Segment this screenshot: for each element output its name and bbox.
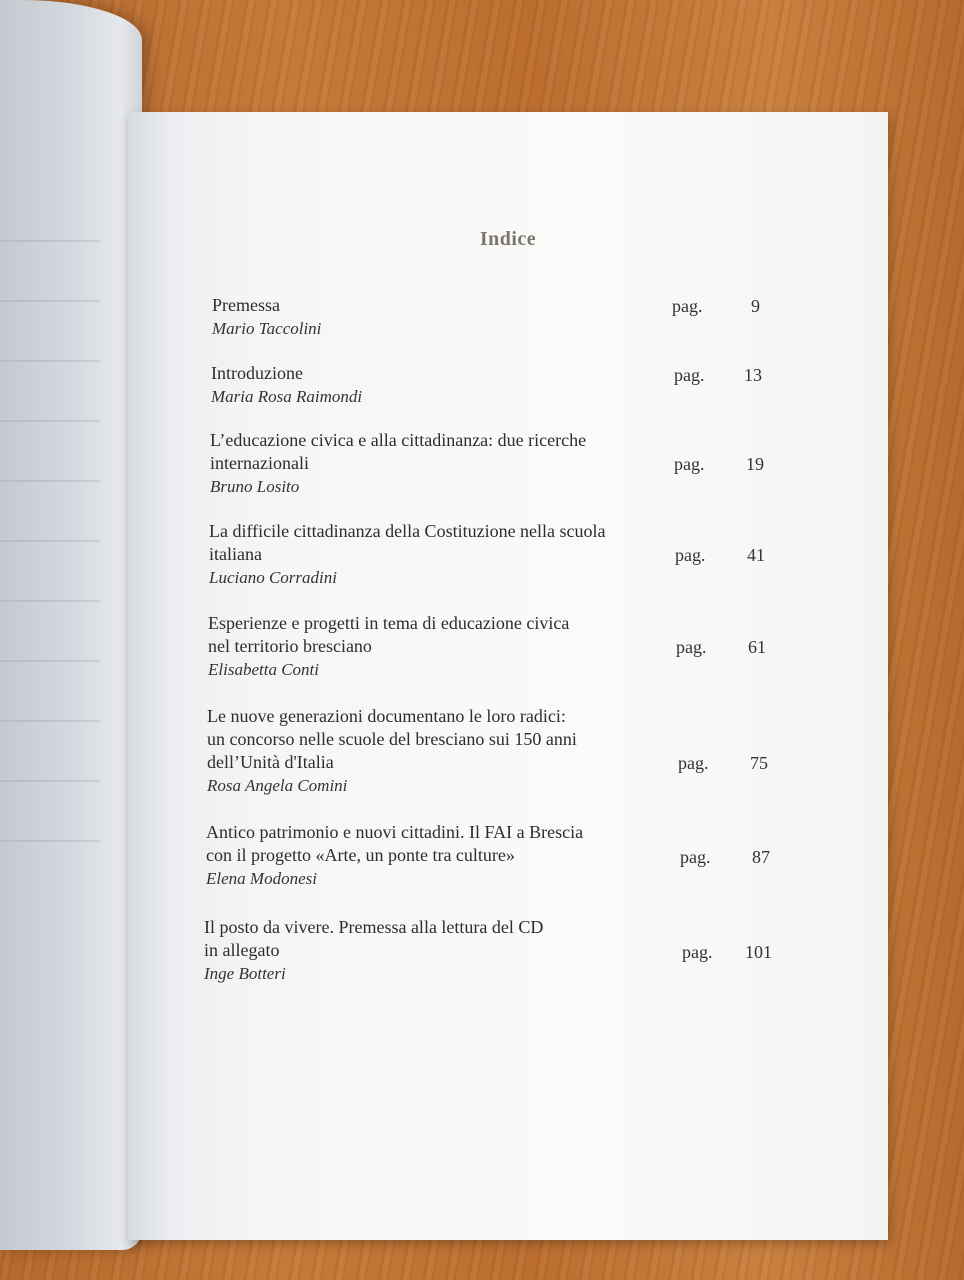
toc-entry-author: Rosa Angela Comini	[207, 776, 348, 795]
toc-entry-title: Il posto da vivere. Premessa alla lettura del CD	[204, 917, 544, 937]
toc-entry-title: L’educazione civica e alla cittadinanza: due ricerche	[210, 430, 587, 450]
toc-entry-page-number: 61	[748, 637, 766, 657]
toc-entry-author: Inge Botteri	[204, 964, 286, 983]
bleed-through-line	[0, 540, 100, 542]
toc-entry-page-number: 75	[750, 753, 768, 773]
toc-entry-title: un concorso nelle scuole del bresciano sui 150 anni	[207, 729, 577, 749]
toc-entry-author: Mario Taccolini	[212, 319, 322, 338]
toc-entry-author: Bruno Losito	[210, 477, 300, 496]
toc-entry-author: Luciano Corradini	[209, 568, 337, 587]
toc-entry-title: italiana	[209, 544, 262, 564]
toc-entry-pag-label: pag.	[676, 637, 707, 657]
toc-entry-page-number: 101	[745, 942, 772, 962]
toc-entry-pag-label: pag.	[675, 545, 706, 565]
toc-entry	[207, 705, 797, 797]
bleed-through-line	[0, 780, 100, 782]
bleed-through-line	[0, 300, 100, 302]
index-page	[128, 112, 888, 1240]
toc-entry-page-number: 9	[751, 296, 760, 316]
toc-entry-pag-label: pag.	[678, 753, 709, 773]
toc-entry-pag-label: pag.	[674, 454, 705, 474]
bleed-through-line	[0, 600, 100, 602]
toc-entry-page-number: 41	[747, 545, 765, 565]
toc-entry-title: Antico patrimonio e nuovi cittadini. Il FAI a Brescia	[206, 822, 584, 842]
toc-entry	[212, 294, 802, 340]
toc-entry-title: con il progetto «Arte, un ponte tra culture»	[206, 845, 515, 865]
toc-entry-page-number: 13	[744, 365, 762, 385]
bleed-through-line	[0, 240, 100, 242]
toc-entry-title: La difficile cittadinanza della Costituzione nella scuola	[209, 521, 606, 541]
toc-entry	[210, 429, 800, 498]
toc-entry-pag-label: pag.	[674, 365, 705, 385]
toc-entry	[208, 612, 798, 681]
toc-entry-title: internazionali	[210, 453, 309, 473]
toc-entry	[209, 520, 799, 589]
toc-entry-title: dell’Unità d'Italia	[207, 752, 334, 772]
toc-entry-pag-label: pag.	[682, 942, 713, 962]
toc-entry-page-number: 87	[752, 847, 770, 867]
bleed-through-line	[0, 660, 100, 662]
toc-entry-author: Maria Rosa Raimondi	[211, 387, 363, 406]
toc-entry-title: Esperienze e progetti in tema di educazione civica	[208, 613, 570, 633]
toc-entry-page-number: 19	[746, 454, 764, 474]
toc-entry-title: Premessa	[212, 295, 280, 315]
bleed-through-line	[0, 360, 100, 362]
toc-entry-title: in allegato	[204, 940, 280, 960]
toc-entry-author: Elena Modonesi	[206, 869, 317, 888]
toc-entry-author: Elisabetta Conti	[208, 660, 319, 679]
toc-entry	[211, 362, 801, 408]
bleed-through-line	[0, 480, 100, 482]
bleed-through-line	[0, 720, 100, 722]
toc-entry-pag-label: pag.	[680, 847, 711, 867]
toc-entry-title: nel territorio bresciano	[208, 636, 372, 656]
page-title: Indice	[479, 228, 537, 250]
bleed-through-line	[0, 420, 100, 422]
left-page	[0, 0, 142, 1250]
bleed-through-line	[0, 840, 100, 842]
toc-entry-pag-label: pag.	[672, 296, 703, 316]
toc-entry-title: Le nuove generazioni documentano le loro radici:	[207, 706, 566, 726]
toc-entry-title: Introduzione	[211, 363, 303, 383]
